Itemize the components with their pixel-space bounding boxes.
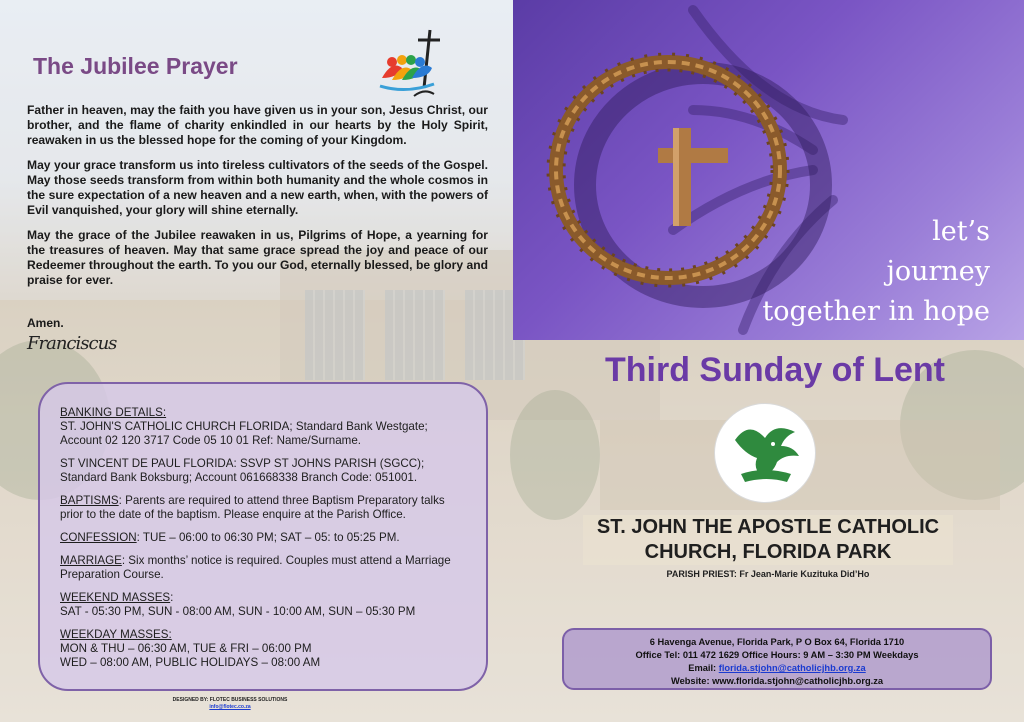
priest-label: PARISH PRIEST: — [666, 569, 737, 579]
prayer-paragraph: Father in heaven, may the faith you have given us in your son, Jesus Christ, our brother, and the flame of charity enkindled in our hearts by the Holy Spirit, reawaken in us the blessed hope for the coming of your Kingdom. — [27, 103, 488, 147]
banking-section — [60, 406, 468, 485]
prayer-amen: Amen. — [27, 316, 64, 330]
bank-account-church — [60, 420, 468, 448]
priest-name: Fr Jean-Marie Kuzituka Did’Ho — [739, 569, 870, 579]
weekend-masses-label: WEEKEND MASSES — [60, 591, 171, 604]
prayer-title: The Jubilee Prayer — [33, 53, 238, 79]
designer-text: DESIGNED BY: FLOTEC BUSINESS SOLUTIONS — [172, 697, 288, 703]
tagline-line: let’s — [932, 216, 990, 247]
baptisms-text: : Parents are required to attend three Baptism Preparatory talks prior to the date of the baptism. Please enquire at the Parish Office. — [60, 494, 445, 521]
tagline-line: journey — [886, 256, 990, 287]
weekend-masses-section — [60, 591, 468, 619]
jubilee-logo-icon — [378, 26, 448, 100]
weekday-masses-line: MON & THU – 06:30 AM, TUE & FRI – 06:00 PM — [60, 642, 312, 655]
church-name-line: CHURCH, FLORIDA PARK — [644, 541, 892, 563]
bank-account-ssvp — [60, 457, 468, 485]
crown-of-thorns-image — [513, 0, 1024, 340]
prayer-paragraph: May the grace of the Jubilee reawaken in us, Pilgrims of Hope, a yearning for the treasures of heaven. May that same grace spread the joy and peace of our Redeemer throughout the earth. To you our God, eternally blessed, be glory and praise for ever. — [27, 228, 488, 287]
baptisms-label: BAPTISMS — [60, 494, 119, 507]
marriage-label: MARRIAGE — [60, 554, 122, 567]
confession-label: CONFESSION — [60, 531, 137, 544]
designer-email-link[interactable]: info@flotec.co.za — [209, 704, 251, 710]
church-name — [583, 515, 953, 565]
office-details: Office Tel: 011 472 1629 Office Hours: 9 AM – 3:30 PM Weekdays — [635, 650, 919, 660]
contact-box — [562, 628, 992, 690]
prayer-paragraph: May your grace transform us into tireless cultivators of the seeds of the Gospel. May those seeds transform from within both humanity and the whole cosmos in the sure expectation of a new heaven and a new earth, when, with the powers of Evil vanquished, your glory will shine eternally. — [27, 158, 488, 217]
prayer-body — [27, 103, 488, 298]
parish-info-box — [38, 382, 488, 691]
confession-section — [60, 531, 468, 545]
tagline-line: together in hope — [762, 296, 990, 327]
weekday-masses-section — [60, 628, 468, 670]
weekday-masses-label: WEEKDAY MASSES: — [60, 628, 172, 641]
marriage-text: : Six months’ notice is required. Couples must attend a Marriage Preparation Course. — [60, 554, 451, 581]
weekend-masses-heading: WEEKEND MASSES: — [60, 591, 174, 604]
website-line: Website: www.florida.stjohn@catholicjhb.org.za — [670, 676, 884, 686]
email-line — [574, 662, 980, 675]
marriage-section — [60, 554, 468, 582]
email-label: Email: — [688, 663, 717, 673]
bank-account-name: ST VINCENT DE PAUL FLORIDA: SSVP ST JOHNS PARISH (SGCC) — [60, 457, 421, 470]
confession-text: : TUE – 06:00 to 06:30 PM; SAT – 05: to 05:25 PM. — [136, 531, 400, 544]
sunday-title: Third Sunday of Lent — [605, 351, 945, 389]
bank-account-details: ; Standard Bank Boksburg; Account 061668338 Branch Code: 051001. — [60, 457, 425, 484]
church-address: 6 Havenga Avenue, Florida Park, P O Box 64, Florida 1710 — [649, 637, 905, 647]
weekday-masses-line: WED – 08:00 AM, PUBLIC HOLIDAYS – 08:00 AM — [60, 656, 321, 669]
pope-signature: Franciscus — [27, 333, 117, 354]
parish-priest — [583, 569, 953, 579]
journey-tagline — [762, 212, 990, 332]
bank-account-details: ; Standard Bank Westgate; Account 02 120 3717 Code 05 10 01 Ref: Name/Surname. — [60, 420, 428, 447]
weekend-masses-times: SAT - 05:30 PM, SUN - 08:00 AM, SUN - 10:00 AM, SUN – 05:30 PM — [60, 605, 416, 618]
designer-credit — [150, 697, 310, 711]
bank-account-name: ST. JOHN'S CATHOLIC CHURCH FLORIDA — [60, 420, 290, 433]
banking-heading: BANKING DETAILS: — [60, 406, 167, 419]
eagle-crest-icon — [714, 403, 816, 503]
baptisms-section — [60, 494, 468, 522]
church-name-line: ST. JOHN THE APOSTLE CATHOLIC — [596, 516, 940, 538]
email-link[interactable]: florida.stjohn@catholicjhb.org.za — [718, 663, 866, 673]
